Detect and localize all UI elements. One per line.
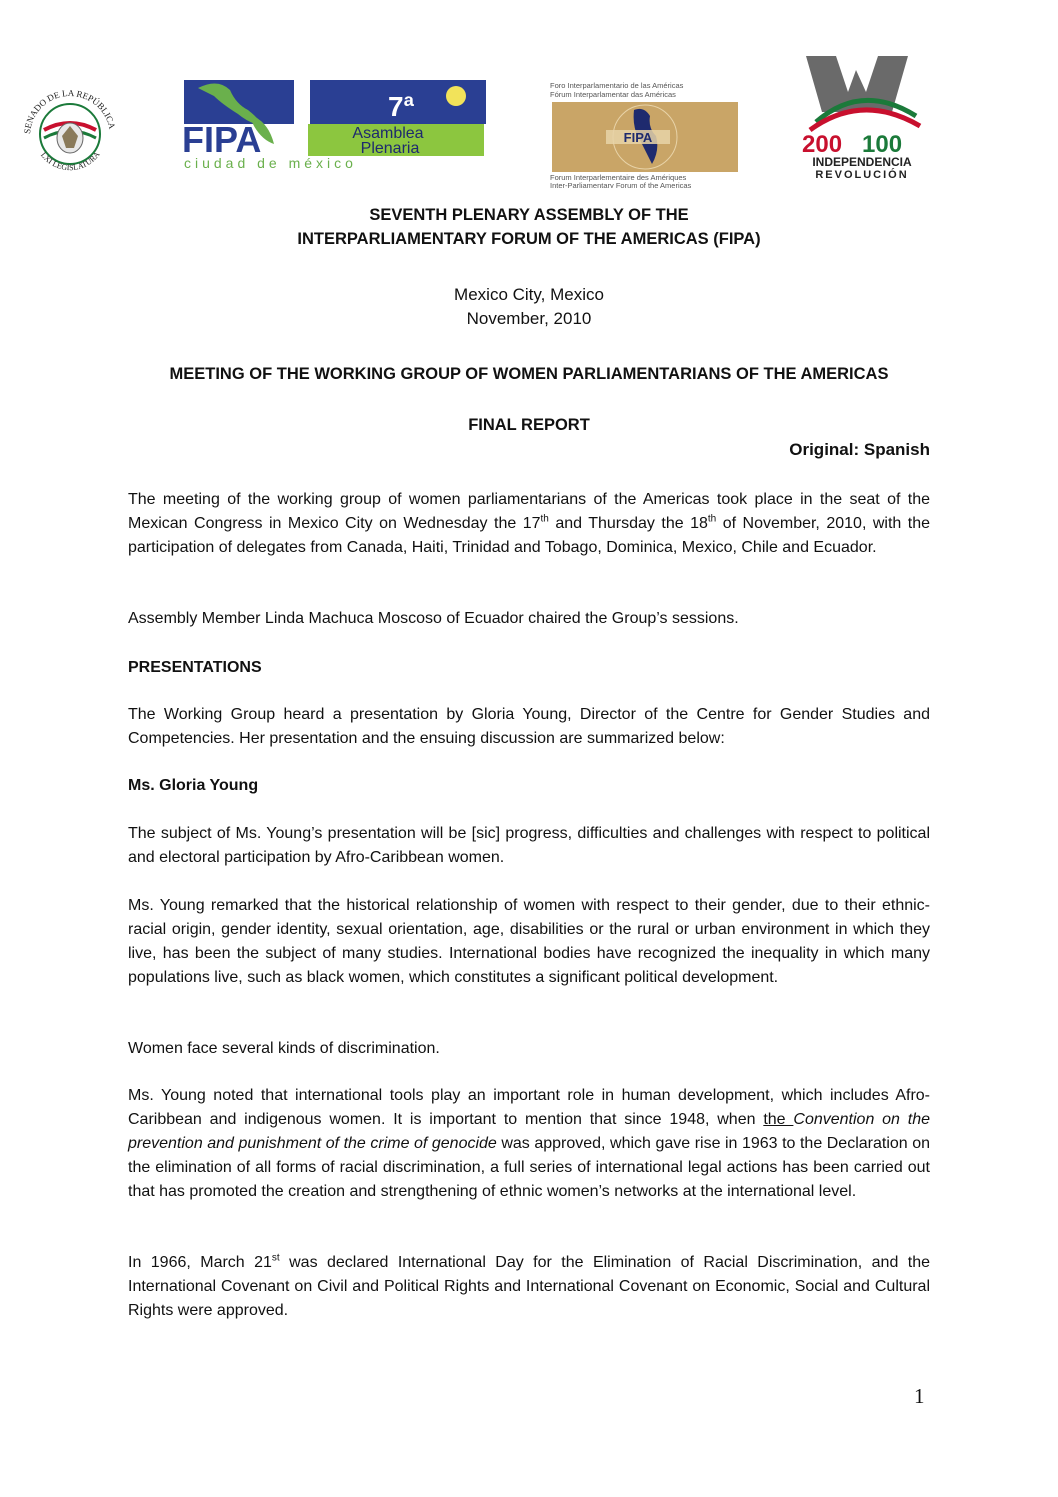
paragraph-tools-underlined: the: [763, 1111, 794, 1128]
paragraph-working-group: The Working Group heard a presentation by Gloria Young, Director of the Centre for Gender Studies and Competencies. Her presentation and the ensuing discussion are summarized below:: [128, 706, 930, 747]
original-language: Original: Spanish: [789, 440, 930, 459]
report-title: FINAL REPORT: [468, 416, 590, 434]
bicentenario-num2: 100: [862, 131, 903, 158]
title-line-1: SEVENTH PLENARY ASSEMBLY OF THE: [369, 206, 689, 224]
heading-presentations: PRESENTATIONS: [128, 659, 262, 676]
fipa7-ordinal: 7ª: [388, 91, 414, 122]
meeting-title: MEETING OF THE WORKING GROUP OF WOMEN PARLIAMENTARIANS OF THE AMERICAS: [169, 365, 889, 383]
bicentenario-line2: REVOLUCIÓN: [815, 169, 909, 180]
fipagold-top2: Fórum Interparlamentar das Américas: [550, 90, 676, 99]
heading-gloria-young: Ms. Gloria Young: [128, 777, 259, 794]
paragraph-intro: [128, 488, 930, 560]
senado-arc-top-text: SENADO DE LA REPÚBLICA: [22, 87, 118, 135]
paragraph-chair: Assembly Member Linda Machuca Moscoso of Ecuador chaired the Group’s sessions.: [128, 610, 739, 627]
fipagold-brand: FIPA: [623, 130, 653, 145]
paragraph-intro-part-b: and Thursday the 18: [548, 515, 708, 532]
fipa-forum-logo: [548, 80, 744, 188]
paragraph-intro-part-c: of November, 2010, with the participation of delegates from Canada, Haiti, Trinidad and Tobago, Dominica, Mexico, Chile and Ecuador.: [128, 515, 931, 556]
fipa7-city: ciudad de méxico: [184, 155, 357, 171]
bicentenario-line1: INDEPENDENCIA: [812, 155, 912, 169]
bicentenario-num1: 200: [802, 131, 843, 158]
paragraph-tools-part-a: Ms. Young noted that international tools play an important role in human development, which includes Afro-Caribbean and indigenous women. It is important to mention that since 1948, when: [128, 1087, 930, 1128]
paragraph-subject: The subject of Ms. Young’s presentation will be [sic] progress, difficulties and challenges with respect to political and electoral participation by Afro-Caribbean women.: [128, 825, 930, 866]
paragraph-1966-part-a: In 1966, March 21: [128, 1254, 272, 1271]
fipa7-brand: FIPA: [182, 119, 262, 160]
senado-arc-bottom-text: LXI LEGISLATURA: [38, 149, 102, 173]
fipagold-top1: Foro Interparlamentario de las Américas: [550, 81, 684, 90]
fipagold-bottom1: Forum Interparlementaire des Amériques: [550, 173, 687, 182]
meeting-date: November, 2010: [466, 309, 592, 328]
paragraph-1966: [128, 1251, 930, 1323]
superscript-th-1: th: [540, 513, 549, 525]
paragraph-discrimination: Women face several kinds of discrimination.: [128, 1040, 440, 1057]
superscript-st: st: [271, 1252, 280, 1264]
fipagold-bottom2: Inter-Parliamentary Forum of the Americas: [550, 181, 692, 188]
title-line-2: INTERPARLIAMENTARY FORUM OF THE AMERICAS (FIPA): [297, 230, 761, 248]
paragraph-historical: Ms. Young remarked that the historical relationship of women with respect to their gender, due to their ethnic-racial origin, gender identity, sexual orientation, age, disabilities or the rural or urban environment in which they live, has been the subject of many studies. International bodies have recognized the inequality in which many populations live, such as black women, which constitutes a significant political development.: [128, 897, 930, 986]
fipa7-line1: Asamblea: [352, 125, 424, 142]
superscript-th-2: th: [707, 513, 717, 525]
page-number: 1: [914, 1384, 925, 1408]
fipa-asamblea-plenaria-logo: [178, 74, 488, 172]
paragraph-tools-part-b: was approved, which gave rise in 1963 to the Declaration on the elimination of all forms of racial discrimination, a full series of international legal actions has been carried out that has promoted the creation and strengthening of ethnic women’s networks at the international level.: [128, 1135, 931, 1200]
paragraph-1966-part-b: was declared International Day for the Elimination of Racial Discrimination, and the International Covenant on Civil and Political Rights and International Covenant on Economic, Social and Cultural Rights were approved.: [128, 1254, 931, 1319]
meeting-place: Mexico City, Mexico: [454, 285, 604, 304]
fipa7-line2: Plenaria: [360, 140, 420, 157]
senado-seal-logo: [14, 86, 126, 178]
paragraph-intro-part-a: The meeting of the working group of women parliamentarians of the Americas took place in the seat of the Mexican Congress in Mexico City on Wednesday the 17: [128, 491, 930, 532]
convention-title: Convention on the prevention and punishment of the crime of genocide: [128, 1111, 931, 1152]
bicentenario-centenario-logo: [796, 52, 928, 180]
paragraph-international-tools: [128, 1084, 930, 1204]
